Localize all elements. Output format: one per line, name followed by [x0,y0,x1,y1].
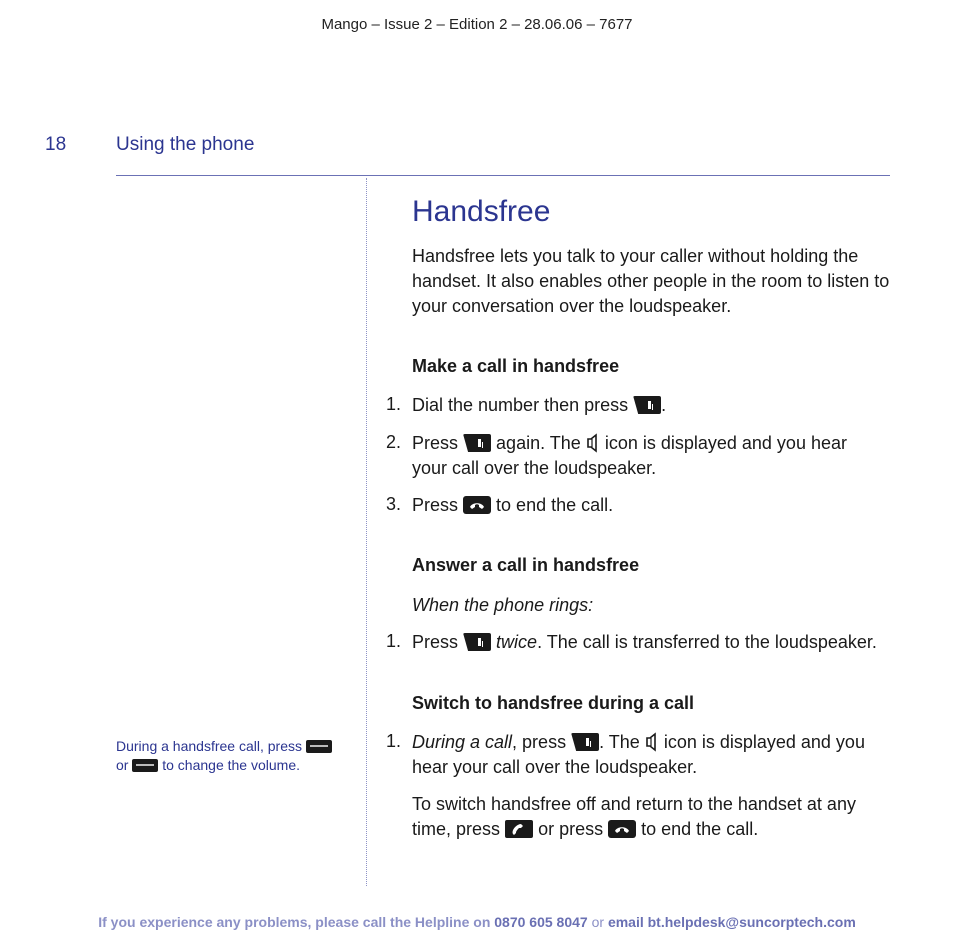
step-text: Dial the number then press [412,395,629,415]
step-number: 1. [386,731,402,751]
handsfree-key-icon [463,633,491,651]
make-call-step-2 [412,431,892,481]
step-number: 1. [386,631,402,651]
volume-key-icon [132,759,158,772]
handsfree-key-icon [571,733,599,751]
when-phone-rings: When the phone rings: [412,595,594,615]
step-text: icon is displayed and you [663,732,865,752]
end-call-key-icon [463,496,491,514]
helpline-number: 0870 605 8047 [494,914,588,930]
step-number: 3. [386,494,402,514]
intro-paragraph: Handsfree lets you talk to your caller without holding the handset. It also enables other people in the room to listen to your conversation over the loudspeaker. [412,246,890,316]
step-text: Press [412,495,459,515]
step-text: . [661,395,667,415]
page-title: Handsfree [412,195,551,228]
speaker-icon [586,433,600,453]
step-text: again. The [496,433,581,453]
helpdesk-email: email bt.helpdesk@suncorptech.com [607,914,856,930]
make-call-heading: Make a call in handsfree [412,356,620,376]
make-call-step-1 [412,393,892,418]
switch-heading: Switch to handsfree during a call [412,693,695,713]
handsfree-key-icon [463,434,491,452]
step-text-italic: During a call [412,732,513,752]
side-note-text: to change the volume. [162,757,300,773]
step-text: , press [512,732,567,752]
section-title: Using the phone [116,134,255,155]
step-text: . The [599,732,640,752]
step-text: your call over the loudspeaker. [412,458,657,478]
side-note [116,737,348,775]
talk-key-icon [505,820,533,838]
column-divider [366,178,367,886]
step-text: . The call is transferred to the loudspeaker. [537,632,877,652]
footer-helpline [0,914,954,930]
footer-text: If you experience any problems, please call the Helpline on [98,914,495,930]
page-number: 18 [45,134,67,155]
para-text: or press [538,819,604,839]
step-text-italic: twice [496,632,538,652]
header-meta: Mango – Issue 2 – Edition 2 – 28.06.06 – 7677 [321,16,633,33]
make-call-step-3 [412,493,892,518]
answer-call-heading: Answer a call in handsfree [412,555,640,575]
switch-step-1 [412,730,892,780]
speaker-icon [645,732,659,752]
header-rule [116,175,890,176]
para-text: to end the call. [641,819,759,839]
step-number: 2. [386,432,402,452]
para-text: To switch handsfree off and return to the handset at any [412,794,856,814]
handsfree-key-icon [633,396,661,414]
step-text: hear your call over the loudspeaker. [412,757,698,777]
footer-or: or [587,914,608,930]
step-text: to end the call. [496,495,614,515]
end-call-key-icon [608,820,636,838]
volume-key-icon [306,740,332,753]
answer-call-step-1 [412,630,902,655]
step-number: 1. [386,394,402,414]
step-text: Press [412,632,459,652]
switch-off-paragraph [412,792,892,842]
step-text: icon is displayed and you hear [604,433,847,453]
para-text: time, press [412,819,501,839]
side-note-text: or [116,757,129,773]
step-text: Press [412,433,459,453]
side-note-text: During a handsfree call, press [116,738,302,754]
